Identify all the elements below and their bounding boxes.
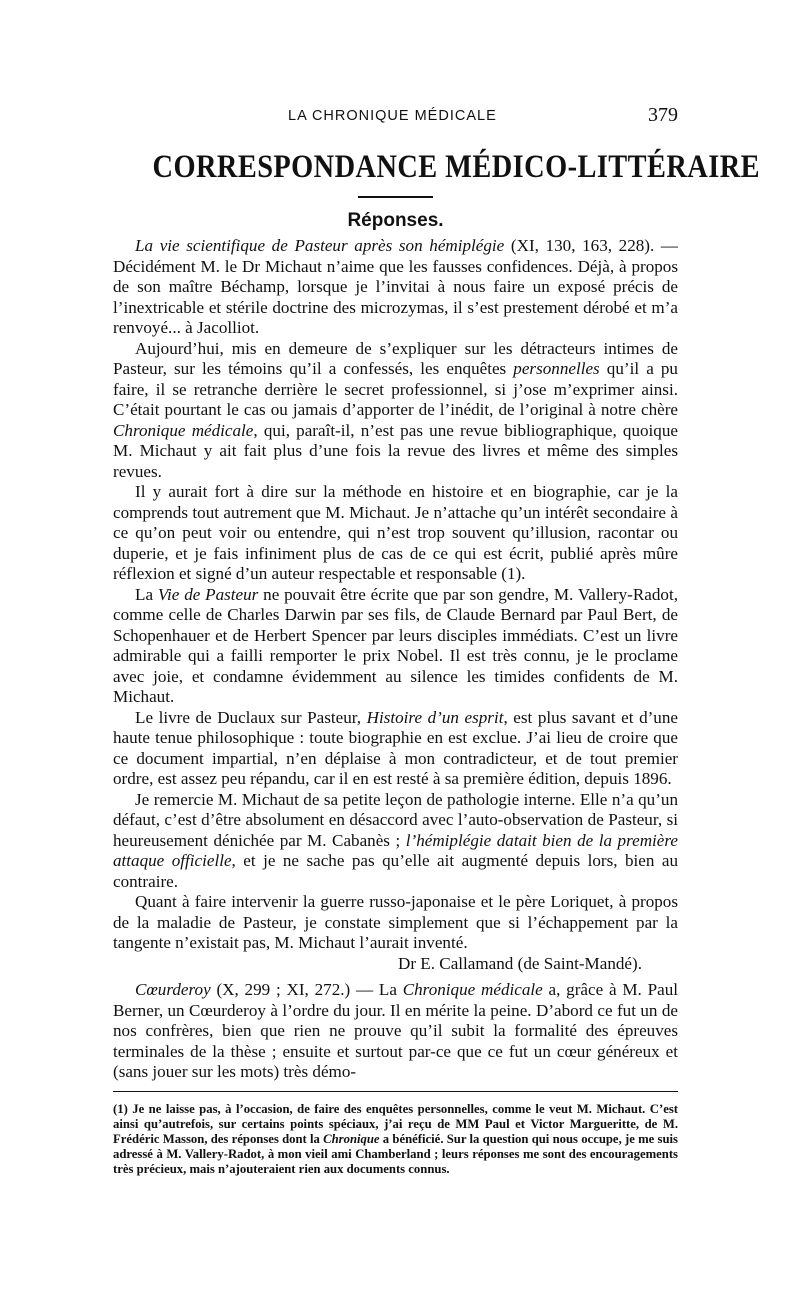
signature: Dr E. Callamand (de Saint-Mandé). bbox=[398, 953, 642, 973]
running-head bbox=[113, 100, 678, 134]
paragraph: Il y aurait fort à dire sur la méthode en histoire et en biographie, car je la comprends tout autrement que M. Michaut. Je n’attache qu’un intérêt secondaire à ce qu’on peut voir ou entendre, qui n’est trop souvent qu’illusion, racontar ou duperie, et je fais infiniment plus de cas de ce qui est écrit, publié après mûre réflexion et signé d’un auteur respectable et responsable (1). bbox=[113, 482, 678, 583]
paragraph: Le livre de Duclaux sur Pasteur, Histoire d’un esprit, est plus savant et d’une haute tenue philosophique : toute biographie en est exclue. J’ai lieu de croire que ce document impartial, n’en déplaise à mon contradicteur, et de tout premier ordre, est assez peu répandu, car il en est resté à sa première édition, depuis 1896. bbox=[113, 707, 678, 788]
article-title: La vie scientifique de Pasteur après son hémiplégie bbox=[135, 236, 505, 255]
signature-line bbox=[113, 954, 678, 975]
title-rule bbox=[358, 196, 433, 198]
paragraph: Aujourd’hui, mis en demeure de s’expliquer sur les détracteurs intimes de Pasteur, sur les témoins qu’il a confessés, les enquêtes personnelles qu’il a pu faire, il se retranche derrière le secret professionnel, si j’ose m’exprimer ainsi. C’était pourtant le cas ou jamais d’apporter de l’inédit, de l’original à notre chère Chronique médicale, qui, paraît-il, n’est pas une revue bibliographique, quoique M. Michaut y ait fait plus d’une fois la revue des livres et même des simples revues. bbox=[113, 338, 678, 481]
page bbox=[113, 100, 760, 1189]
subheading: Réponses. bbox=[347, 210, 444, 231]
paragraph: Quant à faire intervenir la guerre russo-japonaise et le père Loriquet, à propos de la maladie de Pasteur, je constate simplement que si l’échappement par la tangente n’existait pas, M. Michaut l’aurait inventé. bbox=[113, 892, 678, 952]
paragraph: La vie scientifique de Pasteur après son hémiplégie (XI, 130, 163, 228). — Décidément M. le Dr Michaut n’aime que les fausses confidences. Déjà, à propos de son maître Béchamp, lorsque je l’invitai à nous faire un exposé précis de l’inextricable et stérile doctrine des microzymas, il s’est prestement dérobé et m’a renvoyé... à Jacolliot. bbox=[113, 236, 678, 337]
paragraph: Je remercie M. Michaut de sa petite leçon de pathologie interne. Elle n’a qu’un défaut, c’est d’être absolument en désaccord avec l’auto-observation de Pasteur, si heureusement dénichée par M. Cabanès ; l’hémiplégie datait bien de la première attaque officielle, et je ne sache pas qu’elle ait augmenté depuis lors, bien au contraire. bbox=[113, 789, 678, 891]
footnote-rule bbox=[113, 1091, 678, 1092]
paragraph: La Vie de Pasteur ne pouvait être écrite que par son gendre, M. Vallery-Radot, comme celle de Charles Darwin par ses fils, de Claude Bernard par Paul Bert, de Schopenhauer et de Herbert Spencer par leurs disciples immédiats. C’est un livre admirable qui a failli remporter le prix Nobel. Il est très connu, je le proclame avec joie, et condamne évidemment au silence les timides confidents de M. Michaut. bbox=[113, 584, 678, 706]
paragraph: Cœurderoy (X, 299 ; XI, 272.) — La Chronique médicale a, grâce à M. Paul Berner, un Cœurderoy à l’ordre du jour. Il en mérite la peine. D’abord ce fut un de nos confrères, bien que rien ne prouve qu’il subit la formalité des épreuves terminales de la thèse ; ensuite et surtout par-ce que ce fut un cœur généreux et (sans jouer sur les mots) très démo- bbox=[113, 980, 678, 1081]
footnote: (1) Je ne laisse pas, à l’occasion, de faire des enquêtes personnelles, comme le veut M. Michaut. C’est ainsi qu’autrefois, sur certains points spéciaux, j’ai reçu de MM Paul et Victor Margueritte, de M. Frédéric Masson, des réponses dont la Chronique a bénéficié. Sur la question qui nous occupe, je me suis adressé à M. Vallery-Radot, à mon vieil ami Chamberland ; leurs réponses me sont des encouragements très précieux, mais n’ajouteraient rien aux documents connus. bbox=[113, 1101, 678, 1176]
section-title: CORRESPONDANCE MÉDICO-LITTÉRAIRE bbox=[152, 149, 760, 185]
article-title: Cœurderoy bbox=[135, 980, 211, 999]
page-number: 379 bbox=[648, 104, 678, 126]
running-title: LA CHRONIQUE MÉDICALE bbox=[288, 108, 497, 124]
article-body bbox=[113, 236, 678, 1083]
